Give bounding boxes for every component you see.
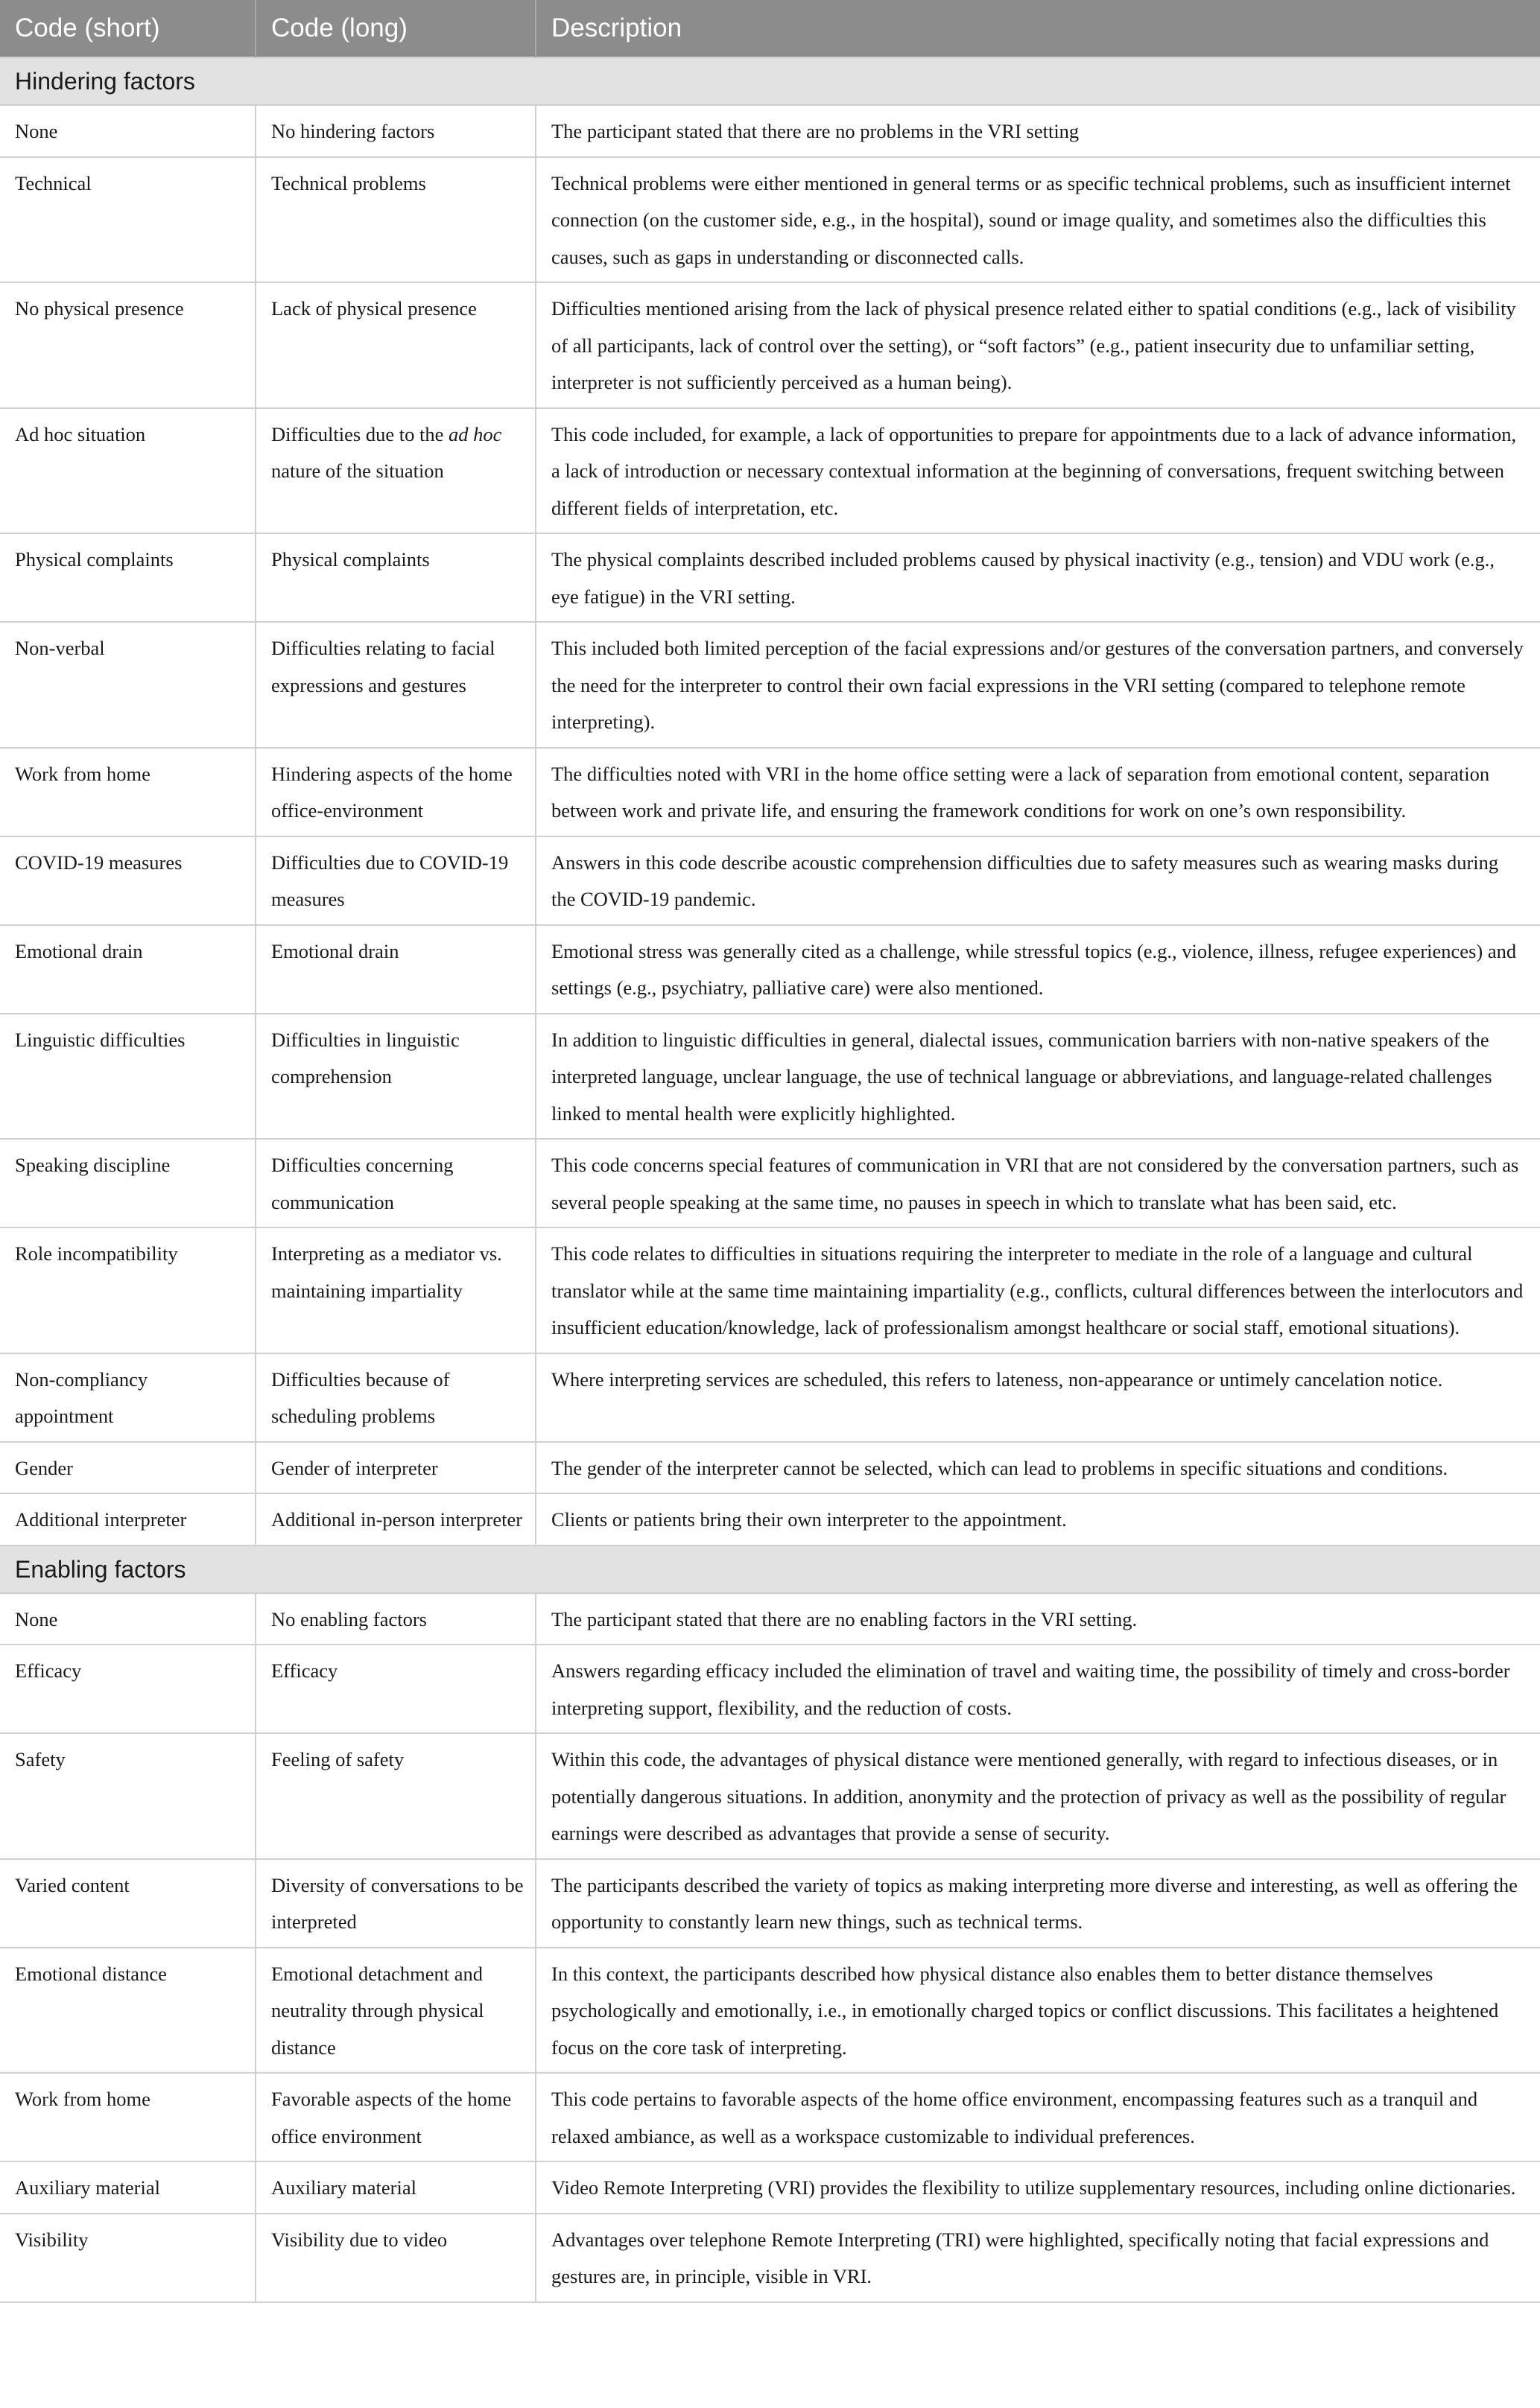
table-row [0,1948,1540,2074]
code-long-cell: Lack of physical presence [256,282,536,408]
table-row [0,1493,1540,1545]
table-row [0,622,1540,748]
code-short-cell: Safety [0,1733,256,1859]
table-row [0,1733,1540,1859]
code-long-cell: Additional in-person interpreter [256,1493,536,1545]
code-long-cell: Difficulties due to COVID-19 measures [256,836,536,925]
description-cell: Answers regarding efficacy included the elimination of travel and waiting time, the possibility of timely and cross-border interpreting support, flexibility, and the reduction of costs. [536,1645,1540,1733]
description-cell: The gender of the interpreter cannot be selected, which can lead to problems in specific situations and conditions. [536,1442,1540,1494]
code-short-cell: Gender [0,1442,256,1494]
code-long-cell: No hindering factors [256,105,536,157]
table-row [0,282,1540,408]
table-row [0,1139,1540,1227]
table-row [0,1014,1540,1140]
table-row [0,1593,1540,1645]
header-description: Description [536,0,1540,57]
code-short-cell: None [0,105,256,157]
code-short-cell: Varied content [0,1859,256,1948]
code-short-cell: Efficacy [0,1645,256,1733]
code-short-cell: Non-verbal [0,622,256,748]
description-cell: The participant stated that there are no problems in the VRI setting [536,105,1540,157]
code-long-cell [256,408,536,534]
description-cell: The participants described the variety of topics as making interpreting more diverse and interesting, as well as offering the opportunity to constantly learn new things, such as technical terms. [536,1859,1540,1948]
code-short-cell: Physical complaints [0,533,256,622]
description-cell: In addition to linguistic difficulties in general, dialectal issues, communication barriers with non-native speakers of the interpreted language, unclear language, the use of technical language or abbreviations, and language-related challenges linked to mental health were explicitly highlighted. [536,1014,1540,1140]
code-long-text: Difficulties due to the [271,422,449,445]
code-long-cell: Physical complaints [256,533,536,622]
code-long-cell: Hindering aspects of the home office-environment [256,748,536,836]
code-short-cell: Ad hoc situation [0,408,256,534]
code-short-cell: Technical [0,157,256,283]
description-cell: This included both limited perception of the facial expressions and/or gestures of the conversation partners, and conversely the need for the interpreter to control their own facial expressions in the VRI setting (compared to telephone remote interpreting). [536,622,1540,748]
code-long-text: nature of the situation [271,422,507,482]
code-short-cell: COVID-19 measures [0,836,256,925]
table-body [0,57,1540,2302]
code-long-cell: Visibility due to video [256,2214,536,2302]
table-row [0,1645,1540,1733]
code-long-cell: Favorable aspects of the home office environment [256,2073,536,2161]
description-cell: This code included, for example, a lack of opportunities to prepare for appointments due to a lack of advance information, a lack of introduction or necessary contextual information at the beginning of conversations, frequent switching between different fields of interpretation, etc. [536,408,1540,534]
code-short-cell: Emotional distance [0,1948,256,2074]
code-long-cell: Emotional drain [256,925,536,1014]
table-row [0,1227,1540,1353]
description-cell: The difficulties noted with VRI in the home office setting were a lack of separation from emotional content, separation between work and private life, and ensuring the framework conditions for work on one’s own responsibility. [536,748,1540,836]
description-cell: Answers in this code describe acoustic comprehension difficulties due to safety measures such as wearing masks during the COVID-19 pandemic. [536,836,1540,925]
description-cell: Advantages over telephone Remote Interpreting (TRI) were highlighted, specifically noting that facial expressions and gestures are, in principle, visible in VRI. [536,2214,1540,2302]
description-cell: Technical problems were either mentioned in general terms or as specific technical problems, such as insufficient internet connection (on the customer side, e.g., in the hospital), sound or image quality, and sometimes also the difficulties this causes, such as gaps in understanding or disconnected calls. [536,157,1540,283]
description-cell: Clients or patients bring their own interpreter to the appointment. [536,1493,1540,1545]
code-long-emphasis: ad hoc [448,422,502,445]
section-row-enabling [0,1545,1540,1593]
code-long-cell: Difficulties in linguistic comprehension [256,1014,536,1140]
table-row [0,533,1540,622]
table-row [0,1353,1540,1442]
header-code-long: Code (long) [256,0,536,57]
code-short-cell: Linguistic difficulties [0,1014,256,1140]
code-short-cell: Speaking discipline [0,1139,256,1227]
code-short-cell: Visibility [0,2214,256,2302]
code-short-cell: Non-compliancy appointment [0,1353,256,1442]
header-code-short: Code (short) [0,0,256,57]
description-cell: Within this code, the advantages of physical distance were mentioned generally, with regard to infectious diseases, or in potentially dangerous situations. In addition, anonymity and the protection of privacy as well as the possibility of regular earnings were described as advantages that provide a sense of security. [536,1733,1540,1859]
code-long-cell: Auxiliary material [256,2161,536,2214]
description-cell: The physical complaints described included problems caused by physical inactivity (e.g., tension) and VDU work (e.g., eye fatigue) in the VRI setting. [536,533,1540,622]
description-cell: The participant stated that there are no enabling factors in the VRI setting. [536,1593,1540,1645]
table-row [0,1442,1540,1494]
description-cell: Where interpreting services are scheduled, this refers to lateness, non-appearance or untimely cancelation notice. [536,1353,1540,1442]
table-row [0,925,1540,1014]
section-row-hindering [0,57,1540,105]
code-long-cell: Efficacy [256,1645,536,1733]
table-row [0,836,1540,925]
table-row [0,2073,1540,2161]
code-short-cell: None [0,1593,256,1645]
code-long-cell: Difficulties because of scheduling problems [256,1353,536,1442]
section-title: Enabling factors [0,1545,1540,1593]
description-cell: This code relates to difficulties in situations requiring the interpreter to mediate in the role of a language and cultural translator while at the same time maintaining impartiality (e.g., conflicts, cultural differences between the interlocutors and insufficient education/knowledge, lack of professionalism amongst healthcare or social staff, emotional situations). [536,1227,1540,1353]
table-row [0,2161,1540,2214]
table-row [0,2214,1540,2302]
code-long-cell: Gender of interpreter [256,1442,536,1494]
code-short-cell: Additional interpreter [0,1493,256,1545]
table-row [0,408,1540,534]
description-cell: In this context, the participants described how physical distance also enables them to better distance themselves psychologically and emotionally, i.e., in emotionally charged topics or conflict discussions. This facilitates a heightened focus on the core task of interpreting. [536,1948,1540,2074]
code-short-cell: Work from home [0,748,256,836]
section-title: Hindering factors [0,57,1540,105]
table-row [0,748,1540,836]
table-row [0,105,1540,157]
code-short-cell: Work from home [0,2073,256,2161]
table-row [0,1859,1540,1948]
code-short-cell: Role incompatibility [0,1227,256,1353]
code-long-cell: Difficulties concerning communication [256,1139,536,1227]
description-cell: This code pertains to favorable aspects of the home office environment, encompassing features such as a tranquil and relaxed ambiance, as well as a workspace customizable to individual preferences. [536,2073,1540,2161]
code-long-cell: Interpreting as a mediator vs. maintaining impartiality [256,1227,536,1353]
code-long-cell: Technical problems [256,157,536,283]
code-short-cell: Emotional drain [0,925,256,1014]
description-cell: Difficulties mentioned arising from the lack of physical presence related either to spatial conditions (e.g., lack of visibility of all participants, lack of control over the setting), or “soft factors” (e.g., patient insecurity due to unfamiliar setting, interpreter is not sufficiently perceived as a human being). [536,282,1540,408]
description-cell: Video Remote Interpreting (VRI) provides the flexibility to utilize supplementary resources, including online dictionaries. [536,2161,1540,2214]
code-long-cell: Feeling of safety [256,1733,536,1859]
code-long-cell: Emotional detachment and neutrality through physical distance [256,1948,536,2074]
table-header-row [0,0,1540,57]
code-long-cell: Difficulties relating to facial expressions and gestures [256,622,536,748]
description-cell: This code concerns special features of communication in VRI that are not considered by the conversation partners, such as several people speaking at the same time, no pauses in speech in which to translate what has been said, etc. [536,1139,1540,1227]
code-short-cell: No physical presence [0,282,256,408]
table-row [0,157,1540,283]
code-short-cell: Auxiliary material [0,2161,256,2214]
code-long-cell: Diversity of conversations to be interpreted [256,1859,536,1948]
code-long-cell: No enabling factors [256,1593,536,1645]
description-cell: Emotional stress was generally cited as a challenge, while stressful topics (e.g., violence, illness, refugee experiences) and settings (e.g., psychiatry, palliative care) were also mentioned. [536,925,1540,1014]
